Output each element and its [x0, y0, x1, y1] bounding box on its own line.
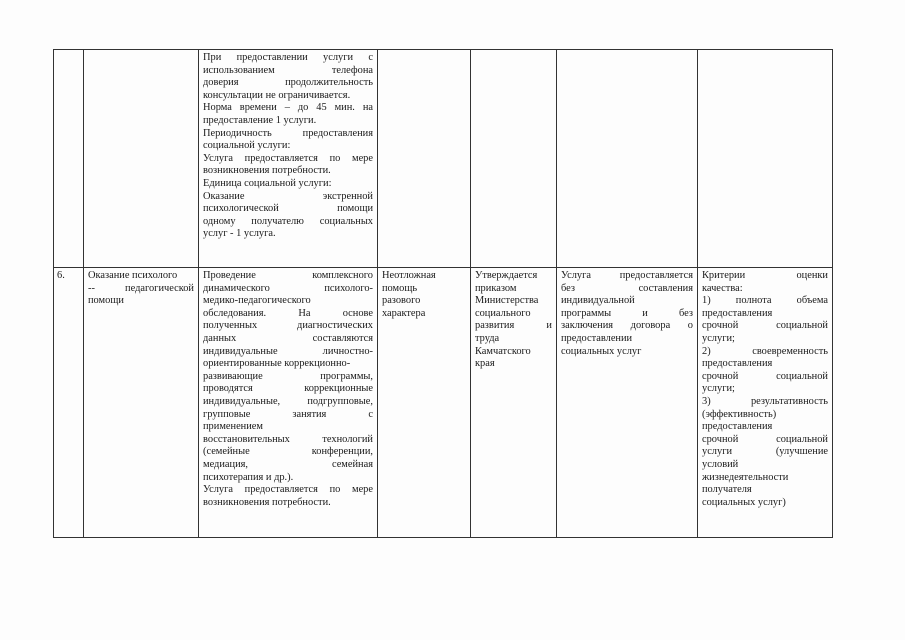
text-line: проводятся коррекционные	[203, 383, 373, 395]
text-line: динамического психолого-	[203, 282, 373, 294]
text-line: жизнедеятельности	[702, 471, 789, 483]
text-line: Норма времени – до 45 мин. на	[203, 102, 373, 114]
text-line: Неотложная	[382, 270, 436, 281]
text-line: качества:	[702, 282, 743, 294]
text-line: срочной социальной	[702, 320, 828, 332]
text-line: разового	[382, 295, 421, 307]
cell-service-description	[199, 50, 378, 268]
text-line: Оказание экстренной	[203, 190, 373, 202]
text-line: программы и без	[561, 307, 693, 319]
text-line: доверия продолжительность	[203, 77, 373, 89]
cell-number: 6.	[54, 268, 84, 538]
services-table	[53, 49, 833, 538]
text-line: 2) своевременность	[702, 345, 828, 357]
text-line: данных составляются	[203, 332, 373, 344]
cell-quality-criteria	[698, 50, 833, 268]
text-line: срочной социальной	[702, 433, 828, 445]
text-line: -- педагогической	[88, 282, 194, 294]
text-line: услуги (улучшение	[702, 446, 828, 458]
text-line: предоставлении	[561, 332, 633, 344]
text-line: предоставления	[702, 358, 773, 370]
text-line: 3) результативность	[702, 395, 828, 407]
text-line: развивающие программы,	[203, 370, 373, 382]
text-line: консультации не ограничивается.	[203, 89, 351, 101]
text-line: предоставления	[702, 421, 773, 433]
text-line: Услуга предоставляется по мере	[203, 484, 373, 496]
cell-service-type	[378, 268, 471, 538]
text-line: Министерства	[475, 295, 539, 307]
text-line: психотерапия и др.).	[203, 471, 294, 483]
text-line: социальных услуг)	[702, 496, 786, 508]
cell-tariff	[471, 50, 557, 268]
cell-number	[54, 50, 84, 268]
text-line: края	[475, 358, 495, 370]
text-line: индивидуальной	[561, 295, 635, 307]
text-line: труда	[475, 332, 500, 344]
text-line: развития и	[475, 320, 552, 332]
text-line: полученных диагностических	[203, 320, 373, 332]
cell-service-description	[199, 268, 378, 538]
text-line: медико-педагогического	[203, 295, 311, 307]
text-line: помощи	[88, 295, 124, 307]
cell-service-type	[378, 50, 471, 268]
text-line: индивидуальные, подгрупповые,	[203, 395, 373, 407]
text-line: Критерии оценки	[702, 270, 828, 281]
text-line: Проведение комплексного	[203, 270, 373, 281]
text-line: помощь	[382, 282, 418, 294]
text-line: социальных услуг	[561, 345, 642, 357]
text-line: условий	[702, 458, 739, 470]
cell-conditions	[557, 268, 698, 538]
cell-quality-criteria	[698, 268, 833, 538]
text-line: Услуга предоставляется	[561, 270, 693, 281]
text-line: возникновения потребности.	[203, 496, 331, 508]
text-line: медиация, семейная	[203, 458, 373, 470]
text-line: обследования. На основе	[203, 307, 373, 319]
text-line: использованием телефона	[203, 64, 373, 76]
text-line: социальной услуги:	[203, 140, 291, 152]
text-line: Утверждается	[475, 270, 538, 281]
text-line: предоставления	[702, 307, 773, 319]
cell-service-name	[84, 268, 199, 538]
text-line: 1) полнота объема	[702, 295, 828, 307]
text-line: (семейные конференции,	[203, 446, 373, 458]
text-line: возникновения потребности.	[203, 165, 331, 177]
text-line: социального	[475, 307, 531, 319]
table-row	[54, 50, 833, 268]
text-line: Единица социальной услуги:	[203, 177, 332, 189]
table-row	[54, 268, 833, 538]
text-line: получателя	[702, 484, 752, 496]
text-line: заключения договора о	[561, 320, 693, 332]
text-line: групповые занятия с	[203, 408, 373, 420]
text-line: Периодичность предоставления	[203, 127, 373, 139]
text-line: Камчатского	[475, 345, 531, 357]
text-line: без составления	[561, 282, 693, 294]
text-line: услуги;	[702, 383, 735, 395]
text-line: услуг - 1 услуга.	[203, 228, 276, 240]
text-line: индивидуальные личностно-	[203, 345, 373, 357]
text-line: восстановительных технологий	[203, 433, 373, 445]
text-line: срочной социальной	[702, 370, 828, 382]
text-line: Оказание психолого	[88, 270, 178, 281]
cell-conditions	[557, 50, 698, 268]
text-line: одному получателю социальных	[203, 215, 373, 227]
cell-service-name	[84, 50, 199, 268]
text-line: При предоставлении услуги с	[203, 52, 373, 63]
cell-tariff	[471, 268, 557, 538]
text-line: приказом	[475, 282, 517, 294]
text-line: психологической помощи	[203, 203, 373, 215]
text-line: ориентированные коррекционно-	[203, 358, 351, 370]
text-line: (эффективность)	[702, 408, 777, 420]
text-line: Услуга предоставляется по мере	[203, 152, 373, 164]
text-line: услуги;	[702, 332, 735, 344]
text-line: применением	[203, 421, 263, 433]
text-line: характера	[382, 307, 426, 319]
text-line: предоставление 1 услуги.	[203, 114, 317, 126]
